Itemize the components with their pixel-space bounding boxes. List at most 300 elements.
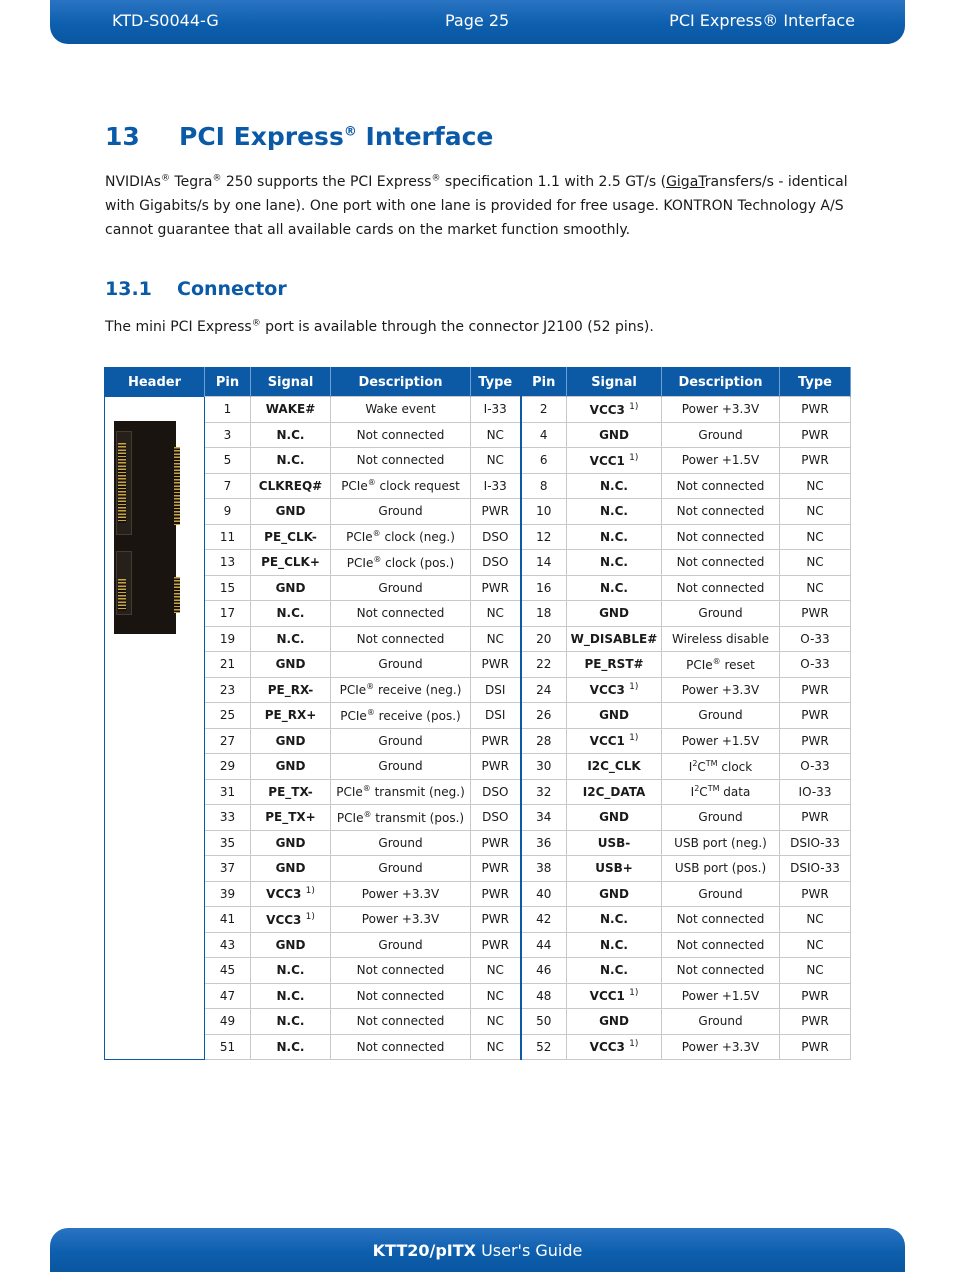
description-cell <box>331 422 471 448</box>
description-cell <box>331 958 471 984</box>
connector-image <box>105 397 205 1060</box>
description-text: PCIe <box>339 683 367 698</box>
registered-mark: ® <box>366 682 375 692</box>
connector-paragraph <box>105 315 850 339</box>
description-cell <box>331 907 471 933</box>
type-cell: I-33 <box>471 473 521 499</box>
registered-mark: ® <box>160 173 170 184</box>
type-cell: PWR <box>780 677 851 703</box>
registered-mark: ® <box>367 478 376 488</box>
description-cell <box>331 677 471 703</box>
pin-number: 29 <box>205 754 251 780</box>
pin-number: 24 <box>521 677 567 703</box>
trademark-mark: TM <box>705 758 718 768</box>
description-cell <box>331 652 471 678</box>
description-text: PCIe <box>336 785 363 800</box>
description-cell <box>331 983 471 1009</box>
pin-number: 31 <box>205 779 251 805</box>
signal-cell <box>251 932 331 958</box>
description-cell <box>331 728 471 754</box>
description-cell <box>662 652 780 678</box>
type-cell: NC <box>780 958 851 984</box>
signal-name: W_DISABLE# <box>570 631 658 646</box>
type-cell: I-33 <box>471 397 521 423</box>
description-cell <box>662 728 780 754</box>
pin-number: 48 <box>521 983 567 1009</box>
signal-name: PE_RST# <box>584 657 644 672</box>
signal-cell <box>251 958 331 984</box>
signal-cell <box>251 499 331 525</box>
type-cell: PWR <box>471 728 521 754</box>
type-cell: DSI <box>471 677 521 703</box>
signal-cell <box>251 473 331 499</box>
description-cell <box>662 932 780 958</box>
type-cell: NC <box>780 473 851 499</box>
type-cell: NC <box>780 550 851 576</box>
description-text: Not connected <box>356 988 445 1003</box>
pin-number: 34 <box>521 805 567 831</box>
signal-name: PE_CLK- <box>264 529 317 544</box>
signal-name: N.C. <box>600 912 628 927</box>
intro-paragraph <box>105 170 850 242</box>
signal-cell <box>251 881 331 907</box>
pin-number: 21 <box>205 652 251 678</box>
signal-cell <box>567 397 662 423</box>
description-text: data <box>719 785 751 800</box>
signal-cell <box>251 983 331 1009</box>
description-text: transmit (pos.) <box>371 810 465 825</box>
type-cell: NC <box>471 1034 521 1060</box>
signal-name: N.C. <box>276 427 305 442</box>
signal-cell <box>251 575 331 601</box>
footnote-ref: 1) <box>629 401 639 412</box>
description-cell <box>662 550 780 576</box>
signal-name: VCC3 <box>266 887 302 902</box>
signal-name: N.C. <box>276 606 305 621</box>
signal-name: N.C. <box>276 631 305 646</box>
superscript: 2 <box>692 758 698 768</box>
signal-cell <box>251 754 331 780</box>
registered-mark: ® <box>212 173 222 184</box>
description-text: Not connected <box>356 1039 445 1054</box>
signal-cell <box>567 1009 662 1035</box>
chapter-title-text: PCI Express <box>179 122 344 151</box>
table-row <box>105 754 851 780</box>
description-text: Not connected <box>356 963 445 978</box>
pin-number: 2 <box>521 397 567 423</box>
description-cell <box>331 1009 471 1035</box>
connector-text: port is available through the connector J2100 (52 pins). <box>260 319 654 335</box>
footnote-ref: 1) <box>305 911 315 922</box>
description-cell <box>331 601 471 627</box>
description-text: C <box>699 785 708 800</box>
table-row <box>105 728 851 754</box>
type-cell: NC <box>471 448 521 474</box>
signal-cell <box>567 830 662 856</box>
signal-name: GND <box>275 835 306 850</box>
description-text: Not connected <box>356 631 445 646</box>
signal-name: GND <box>599 1014 629 1029</box>
type-cell: DSO <box>471 805 521 831</box>
guide-label: User's Guide <box>476 1241 583 1260</box>
signal-cell <box>567 473 662 499</box>
table-row <box>105 958 851 984</box>
description-text: Ground <box>378 580 423 595</box>
table-row <box>105 830 851 856</box>
description-cell <box>331 473 471 499</box>
col-signal: Signal <box>251 368 331 397</box>
description-text: Ground <box>698 1014 743 1029</box>
trademark-mark: TM <box>707 784 720 794</box>
signal-name: N.C. <box>276 453 305 468</box>
type-cell: NC <box>471 1009 521 1035</box>
table-row <box>105 601 851 627</box>
description-text: USB port (pos.) <box>674 861 767 876</box>
pin-number: 10 <box>521 499 567 525</box>
signal-cell <box>567 805 662 831</box>
description-text: PCIe <box>346 555 374 570</box>
footnote-ref: 1) <box>305 886 315 897</box>
signal-name: N.C. <box>600 529 628 544</box>
description-cell <box>662 422 780 448</box>
description-text: C <box>697 759 706 774</box>
type-cell: NC <box>471 422 521 448</box>
type-cell: DSIO-33 <box>780 856 851 882</box>
type-cell: PWR <box>471 830 521 856</box>
signal-name: VCC3 <box>266 912 302 927</box>
description-text: Not connected <box>676 478 765 493</box>
signal-name: N.C. <box>600 478 628 493</box>
pin-number: 18 <box>521 601 567 627</box>
type-cell: PWR <box>471 856 521 882</box>
pin-number: 47 <box>205 983 251 1009</box>
description-text: Power +3.3V <box>361 886 440 901</box>
description-cell <box>662 677 780 703</box>
pin-number: 49 <box>205 1009 251 1035</box>
table-row <box>105 422 851 448</box>
signal-cell <box>567 448 662 474</box>
description-cell <box>331 703 471 729</box>
description-cell <box>662 856 780 882</box>
description-cell <box>331 397 471 423</box>
pin-number: 3 <box>205 422 251 448</box>
type-cell: NC <box>471 626 521 652</box>
signal-cell <box>567 1034 662 1060</box>
signal-cell <box>567 677 662 703</box>
description-cell <box>662 779 780 805</box>
description-text: Ground <box>378 759 423 774</box>
registered-mark: ® <box>373 554 382 564</box>
description-cell <box>662 626 780 652</box>
type-cell: PWR <box>471 881 521 907</box>
description-text: Ground <box>378 861 423 876</box>
pin-number: 36 <box>521 830 567 856</box>
pin-number: 7 <box>205 473 251 499</box>
description-cell <box>662 1034 780 1060</box>
pin-number: 26 <box>521 703 567 729</box>
description-cell <box>662 754 780 780</box>
type-cell: PWR <box>780 422 851 448</box>
signal-name: PE_TX+ <box>265 810 316 825</box>
connector-text: The mini PCI Express <box>105 319 252 335</box>
signal-name: VCC1 <box>589 734 625 749</box>
table-row <box>105 907 851 933</box>
table-row <box>105 932 851 958</box>
signal-cell <box>251 1009 331 1035</box>
signal-cell <box>567 983 662 1009</box>
signal-name: USB+ <box>595 861 633 876</box>
signal-name: GND <box>275 733 306 748</box>
description-cell <box>331 550 471 576</box>
pin-number: 5 <box>205 448 251 474</box>
signal-name: N.C. <box>600 580 628 595</box>
registered-mark: ® <box>372 529 381 539</box>
table-row <box>105 677 851 703</box>
intro-text: NVIDIAs <box>105 174 161 190</box>
signal-name: CLKREQ# <box>258 478 323 493</box>
description-text: Not connected <box>356 1014 445 1029</box>
signal-cell <box>251 728 331 754</box>
type-cell: NC <box>471 958 521 984</box>
signal-name: N.C. <box>276 963 305 978</box>
pin-number: 17 <box>205 601 251 627</box>
description-cell <box>331 881 471 907</box>
description-text: PCIe <box>686 657 713 672</box>
description-text: Not connected <box>676 580 765 595</box>
signal-name: WAKE# <box>265 402 316 417</box>
mini-pcie-connector-icon <box>114 421 176 634</box>
signal-cell <box>251 524 331 550</box>
type-cell: PWR <box>780 881 851 907</box>
pin-number: 39 <box>205 881 251 907</box>
description-text: PCIe <box>336 810 364 825</box>
pin-number: 52 <box>521 1034 567 1060</box>
intro-text: Tegra <box>169 174 213 190</box>
table-row <box>105 473 851 499</box>
type-cell: PWR <box>780 728 851 754</box>
signal-name: VCC3 <box>589 683 625 698</box>
signal-cell <box>567 550 662 576</box>
signal-cell <box>251 601 331 627</box>
pin-number: 46 <box>521 958 567 984</box>
pin-number: 19 <box>205 626 251 652</box>
signal-name: VCC3 <box>589 402 625 417</box>
description-text: USB port (neg.) <box>674 835 767 850</box>
registered-mark: ® <box>366 707 375 717</box>
type-cell: PWR <box>471 754 521 780</box>
signal-name: GND <box>275 580 306 595</box>
table-header-row <box>105 368 851 397</box>
signal-cell <box>567 524 662 550</box>
section-title-text: Connector <box>177 278 287 300</box>
section-number: 13.1 <box>105 278 152 300</box>
description-text: Ground <box>698 708 743 723</box>
signal-name: I2C_CLK <box>587 759 641 774</box>
pin-number: 32 <box>521 779 567 805</box>
pin-number: 40 <box>521 881 567 907</box>
type-cell: PWR <box>471 652 521 678</box>
description-text: Power +3.3V <box>681 1039 760 1054</box>
signal-cell <box>251 703 331 729</box>
description-cell <box>662 575 780 601</box>
signal-name: N.C. <box>276 1039 305 1054</box>
description-text: PCIe <box>341 479 368 494</box>
description-text: I <box>688 759 693 774</box>
description-text: Ground <box>698 886 743 901</box>
signal-cell <box>251 397 331 423</box>
type-cell: NC <box>471 983 521 1009</box>
signal-cell <box>567 601 662 627</box>
table-row <box>105 626 851 652</box>
table-row <box>105 881 851 907</box>
description-cell <box>662 983 780 1009</box>
type-cell: NC <box>780 907 851 933</box>
pin-number: 42 <box>521 907 567 933</box>
description-text: Power +1.5V <box>681 733 760 748</box>
type-cell: O-33 <box>780 626 851 652</box>
signal-cell <box>251 652 331 678</box>
pin-number: 20 <box>521 626 567 652</box>
pin-number: 11 <box>205 524 251 550</box>
signal-cell <box>567 422 662 448</box>
type-cell: DSO <box>471 524 521 550</box>
registered-mark: ® <box>712 656 721 666</box>
signal-name: GND <box>275 937 306 952</box>
pin-number: 50 <box>521 1009 567 1035</box>
registered-mark: ® <box>362 784 371 794</box>
type-cell: NC <box>780 524 851 550</box>
pin-number: 35 <box>205 830 251 856</box>
pin-number: 23 <box>205 677 251 703</box>
header-section: PCI Express® Interface <box>669 11 855 30</box>
signal-name: N.C. <box>600 937 628 952</box>
type-cell: PWR <box>471 907 521 933</box>
description-cell <box>331 524 471 550</box>
description-cell <box>662 601 780 627</box>
signal-cell <box>567 881 662 907</box>
type-cell: NC <box>471 601 521 627</box>
signal-name: GND <box>599 606 629 621</box>
description-cell <box>331 856 471 882</box>
footnote-ref: 1) <box>629 452 639 463</box>
pin-number: 15 <box>205 575 251 601</box>
signal-cell <box>567 856 662 882</box>
description-text: Power +1.5V <box>681 988 760 1003</box>
description-cell <box>662 881 780 907</box>
footnote-ref: 1) <box>629 1039 639 1050</box>
signal-name: N.C. <box>600 555 628 570</box>
signal-name: PE_CLK+ <box>261 555 320 570</box>
signal-cell <box>567 575 662 601</box>
pin-number: 13 <box>205 550 251 576</box>
table-row <box>105 397 851 423</box>
signal-cell <box>567 728 662 754</box>
col-pin-2: Pin <box>521 368 567 397</box>
table-row <box>105 805 851 831</box>
description-cell <box>331 754 471 780</box>
description-cell <box>662 830 780 856</box>
col-description-2: Description <box>662 368 780 397</box>
type-cell: NC <box>780 499 851 525</box>
intro-underline: Giga <box>666 174 699 190</box>
type-cell: PWR <box>471 932 521 958</box>
description-cell <box>662 907 780 933</box>
signal-cell <box>567 932 662 958</box>
section-title <box>105 278 287 300</box>
signal-name: VCC1 <box>589 453 625 468</box>
description-cell <box>331 499 471 525</box>
signal-cell <box>251 856 331 882</box>
description-text: Ground <box>378 835 423 850</box>
signal-name: GND <box>275 861 306 876</box>
description-text: Not connected <box>676 555 765 570</box>
signal-name: N.C. <box>600 963 628 978</box>
footnote-ref: 1) <box>629 682 639 693</box>
pin-number: 51 <box>205 1034 251 1060</box>
intro-text: specification 1.1 with 2.5 GT/s ( <box>440 174 667 190</box>
signal-cell <box>567 907 662 933</box>
signal-name: GND <box>599 708 629 723</box>
signal-cell <box>567 754 662 780</box>
type-cell: PWR <box>780 397 851 423</box>
page-number: Page 25 <box>445 11 510 30</box>
description-text: Power +3.3V <box>681 682 760 697</box>
type-cell: PWR <box>780 1034 851 1060</box>
type-cell: PWR <box>780 703 851 729</box>
signal-name: GND <box>599 427 629 442</box>
pin-number: 8 <box>521 473 567 499</box>
pin-number: 43 <box>205 932 251 958</box>
table-row <box>105 703 851 729</box>
pin-number: 27 <box>205 728 251 754</box>
col-description: Description <box>331 368 471 397</box>
description-cell <box>331 1034 471 1060</box>
description-text: Power +1.5V <box>681 453 760 468</box>
description-cell <box>662 703 780 729</box>
signal-cell <box>251 779 331 805</box>
description-text: Power +3.3V <box>681 402 760 417</box>
description-text: Not connected <box>356 453 445 468</box>
description-text: Ground <box>698 810 743 825</box>
pin-number: 1 <box>205 397 251 423</box>
signal-cell <box>251 1034 331 1060</box>
pin-number: 37 <box>205 856 251 882</box>
type-cell: NC <box>780 575 851 601</box>
signal-name: GND <box>599 810 629 825</box>
pin-number: 33 <box>205 805 251 831</box>
description-text: Not connected <box>676 912 765 927</box>
signal-cell <box>567 958 662 984</box>
registered-mark: ® <box>431 173 441 184</box>
description-text: Ground <box>378 504 423 519</box>
col-header: Header <box>105 368 205 397</box>
pinout-table <box>104 367 851 1060</box>
description-text: clock <box>717 759 753 774</box>
signal-cell <box>251 550 331 576</box>
description-cell <box>331 575 471 601</box>
pin-number: 44 <box>521 932 567 958</box>
signal-name: GND <box>275 759 306 774</box>
col-type: Type <box>471 368 521 397</box>
type-cell: O-33 <box>780 652 851 678</box>
description-text: Not connected <box>676 504 765 519</box>
type-cell: DSIO-33 <box>780 830 851 856</box>
signal-name: N.C. <box>276 988 305 1003</box>
description-text: reset <box>720 657 755 672</box>
signal-name: PE_TX- <box>268 784 313 799</box>
description-text: Not connected <box>676 963 765 978</box>
description-text: Not connected <box>356 606 445 621</box>
